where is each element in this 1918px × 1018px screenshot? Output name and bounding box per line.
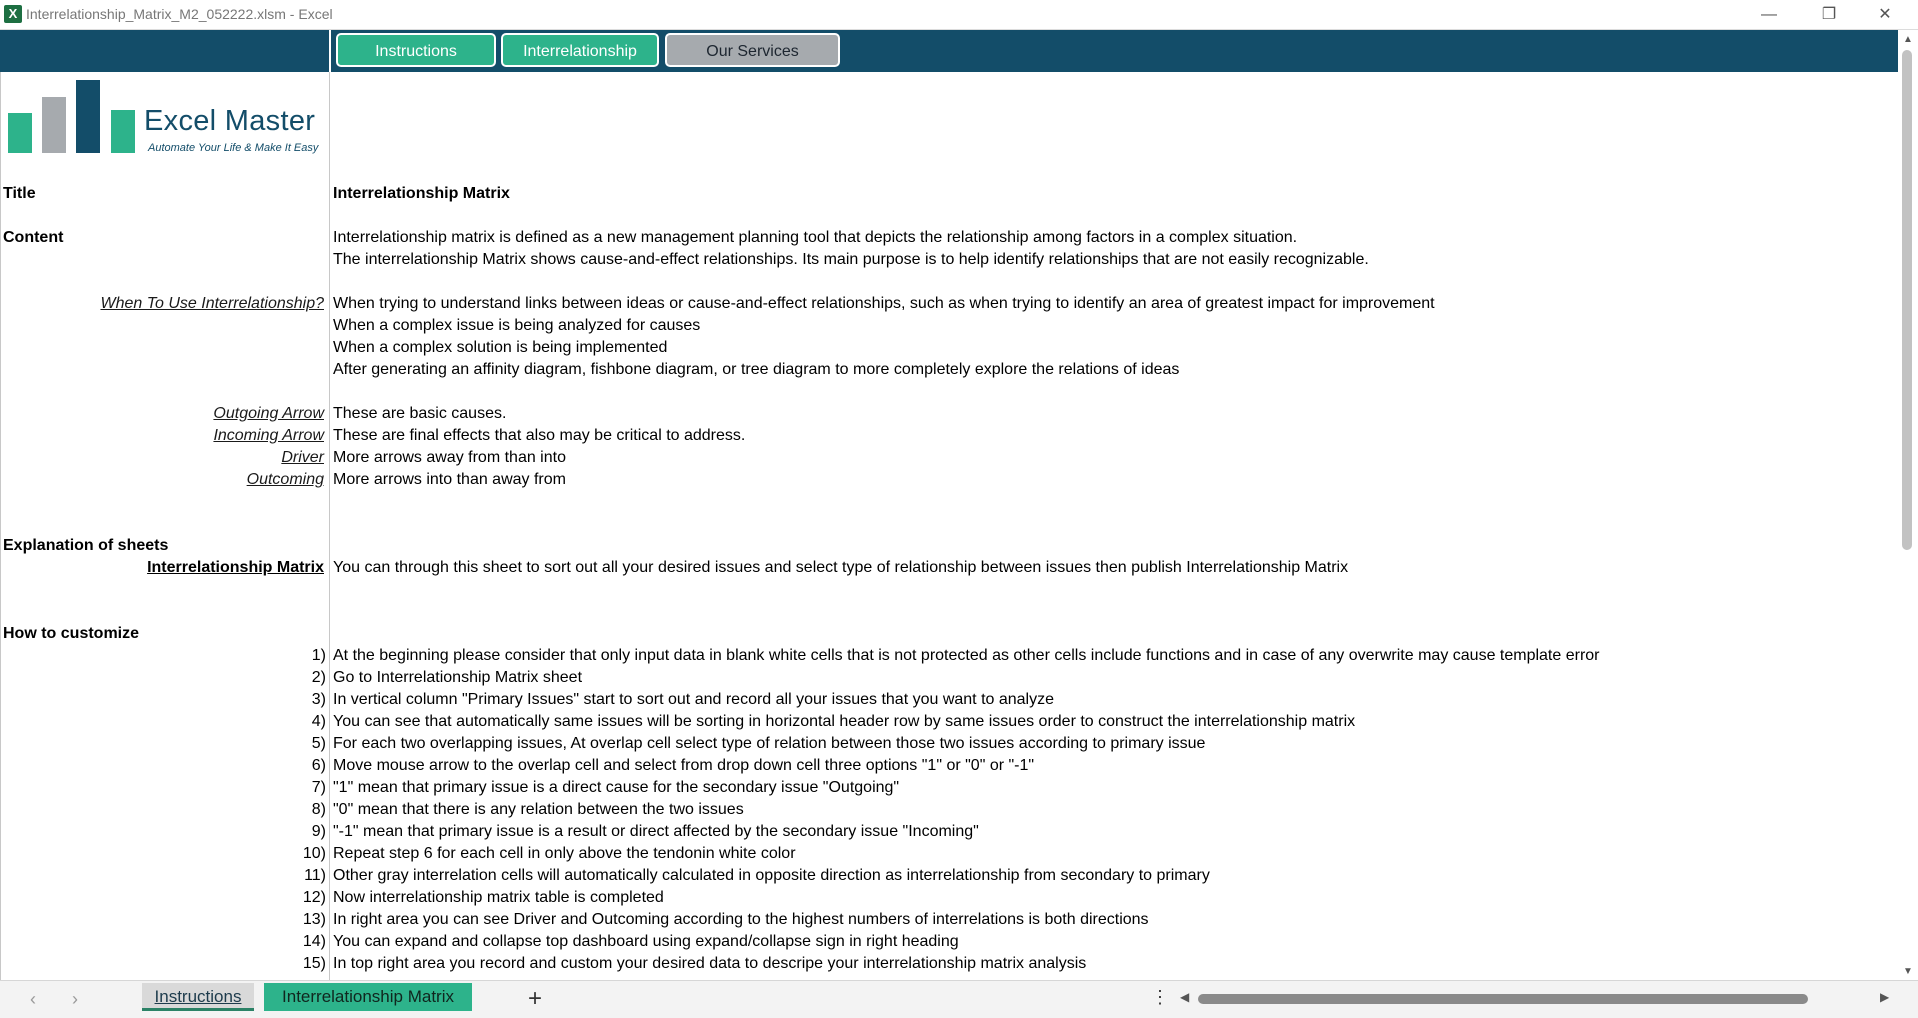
vertical-scroll-thumb[interactable] [1902, 50, 1912, 550]
next-sheet-icon[interactable]: › [72, 989, 78, 1009]
step-number: 15) [302, 955, 326, 972]
step-text: Now interrelationship matrix table is completed [333, 889, 664, 906]
step-number: 12) [302, 889, 326, 906]
customize-step-row [0, 711, 1898, 733]
prev-sheet-icon[interactable]: ‹ [30, 989, 36, 1009]
definition-desc: These are final effects that also may be critical to address. [333, 427, 746, 444]
outgoing-arrow-link[interactable]: Outgoing Arrow [213, 405, 324, 422]
step-text: Repeat step 6 for each cell in only above the tendonin white color [333, 845, 796, 862]
step-number: 4) [311, 713, 326, 730]
when-row [0, 293, 1898, 315]
sheet-tab-bar [0, 980, 1918, 1018]
step-text: "1" mean that primary issue is a direct cause for the secondary issue "Outgoing" [333, 779, 900, 796]
our-services-nav-button[interactable]: Our Services [665, 33, 840, 67]
when-line: After generating an affinity diagram, fishbone diagram, or tree diagram to more completely explore the relations of ideas [333, 361, 1180, 378]
content-row [0, 249, 1898, 271]
window-title: Interrelationship_Matrix_M2_052222.xlsm - Excel [26, 6, 333, 22]
sheet-tab-label: Interrelationship Matrix [282, 987, 454, 1006]
customize-step-row [0, 667, 1898, 689]
step-number: 11) [304, 867, 326, 884]
step-number: 5) [311, 735, 326, 752]
customize-step-row [0, 865, 1898, 887]
step-text: "0" mean that there is any relation between the two issues [333, 801, 744, 818]
logo-bar [76, 80, 100, 153]
instructions-nav-button[interactable]: Instructions [336, 33, 496, 67]
definition-row [0, 403, 1898, 425]
sheet-tab-instructions[interactable] [142, 983, 254, 1011]
step-text: Move mouse arrow to the overlap cell and select from drop down cell three options "1" or "0" or "-1" [333, 757, 1035, 774]
worksheet-area[interactable] [0, 72, 1898, 980]
scroll-up-icon[interactable]: ▲ [1903, 34, 1913, 45]
sheet-tab-interrelationship-matrix[interactable] [264, 983, 472, 1011]
customize-row [0, 623, 1898, 645]
step-text: In right area you can see Driver and Outcoming according to the highest numbers of interrelations is both directions [333, 911, 1149, 928]
sheet-tab-label: Instructions [154, 987, 242, 1006]
restore-button[interactable]: ❐ [1821, 6, 1837, 23]
customize-step-row [0, 843, 1898, 865]
scroll-left-icon[interactable]: ◀ [1180, 990, 1190, 1004]
explanation-row [0, 535, 1898, 557]
step-number: 10) [302, 845, 326, 862]
step-number: 6) [311, 757, 326, 774]
dashboard-nav-band [0, 30, 1898, 72]
column-divider [329, 30, 331, 72]
definition-row [0, 425, 1898, 447]
title-row [0, 183, 1898, 205]
outcoming-link[interactable]: Outcoming [246, 471, 324, 488]
title-label: Title [3, 185, 36, 202]
excel-master-logo [8, 80, 328, 160]
definition-desc: More arrows into than away from [333, 471, 566, 488]
customize-step-row [0, 733, 1898, 755]
interrelationship-nav-button[interactable]: Interrelationship [501, 33, 659, 67]
customize-step-row [0, 821, 1898, 843]
content-row [0, 227, 1898, 249]
definition-row [0, 447, 1898, 469]
when-line: When a complex solution is being implemented [333, 339, 668, 356]
driver-link[interactable]: Driver [281, 449, 324, 466]
logo-bar [42, 97, 66, 153]
step-number: 9) [311, 823, 326, 840]
minimize-button[interactable]: — [1761, 6, 1777, 23]
logo-bar [111, 110, 135, 153]
explanation-desc: You can through this sheet to sort out all your desired issues and select type of relationship between issues then publish Interrelationship Matrix [333, 559, 1349, 576]
more-options-icon[interactable]: ⋮ [1151, 987, 1169, 1007]
title-value: Interrelationship Matrix [333, 185, 510, 202]
close-button[interactable]: ✕ [1878, 6, 1892, 23]
when-row [0, 359, 1898, 381]
customize-step-row [0, 887, 1898, 909]
when-row [0, 315, 1898, 337]
explanation-row [0, 557, 1898, 579]
when-to-use-link[interactable]: When To Use Interrelationship? [100, 295, 324, 312]
customize-step-row [0, 931, 1898, 953]
customize-step-row [0, 909, 1898, 931]
step-text: "-1" mean that primary issue is a result or direct affected by the secondary issue "Incoming" [333, 823, 979, 840]
customize-step-row [0, 953, 1898, 975]
step-number: 3) [311, 691, 326, 708]
step-text: You can expand and collapse top dashboard using expand/collapse sign in right heading [333, 933, 959, 950]
step-number: 8) [311, 801, 326, 818]
step-text: Other gray interrelation cells will automatically calculated in opposite direction as interrelationship from secondary to primary [333, 867, 1210, 884]
step-number: 13) [302, 911, 326, 928]
excel-app-icon: X [4, 5, 22, 23]
vertical-scrollbar[interactable] [1898, 30, 1918, 980]
definition-desc: These are basic causes. [333, 405, 507, 422]
add-sheet-icon[interactable]: + [528, 985, 543, 1012]
customize-step-row [0, 777, 1898, 799]
explanation-label: Explanation of sheets [3, 537, 169, 554]
step-text: Go to Interrelationship Matrix sheet [333, 669, 583, 686]
customize-label: How to customize [3, 625, 140, 642]
step-text: You can see that automatically same issues will be sorting in horizontal header row by same issues order to construct the interrelationship matrix [333, 713, 1356, 730]
step-number: 1) [311, 647, 326, 664]
content-line: The interrelationship Matrix shows cause-and-effect relationships. Its main purpose is to help identify relationships that are not easily recognizable. [333, 251, 1369, 268]
interrelationship-matrix-sheet-link[interactable]: Interrelationship Matrix [147, 559, 324, 576]
step-text: In top right area you record and custom your desired data to descripe your interrelationship matrix analysis [333, 955, 1087, 972]
incoming-arrow-link[interactable]: Incoming Arrow [213, 427, 324, 444]
horizontal-scroll-thumb[interactable] [1198, 994, 1808, 1004]
step-number: 2) [311, 669, 326, 686]
definition-row [0, 469, 1898, 491]
logo-tagline: Automate Your Life & Make It Easy [148, 142, 319, 154]
step-number: 14) [302, 933, 326, 950]
step-number: 7) [311, 779, 326, 796]
when-row [0, 337, 1898, 359]
definition-desc: More arrows away from than into [333, 449, 566, 466]
step-text: For each two overlapping issues, At overlap cell select type of relation between those two issues according to primary issue [333, 735, 1206, 752]
when-line: When a complex issue is being analyzed for causes [333, 317, 701, 334]
when-line: When trying to understand links between ideas or cause-and-effect relationships, such as when trying to identify an area of greatest impact for improvement [333, 295, 1435, 312]
content-label: Content [3, 229, 64, 246]
step-text: In vertical column "Primary Issues" start to sort out and record all your issues that you want to analyze [333, 691, 1055, 708]
logo-bar [8, 113, 32, 153]
scroll-right-icon[interactable]: ▶ [1880, 990, 1890, 1004]
content-line: Interrelationship matrix is defined as a new management planning tool that depicts the relationship among factors in a complex situation. [333, 229, 1298, 246]
customize-step-row [0, 645, 1898, 667]
window-title-bar [0, 0, 1918, 30]
customize-step-row [0, 799, 1898, 821]
logo-brand-text: Excel Master [144, 105, 316, 137]
customize-step-row [0, 689, 1898, 711]
scroll-down-icon[interactable]: ▼ [1903, 966, 1913, 977]
step-text: At the beginning please consider that only input data in blank white cells that is not protected as other cells include functions and in case of any overwrite may cause template error [333, 647, 1600, 664]
customize-step-row [0, 755, 1898, 777]
